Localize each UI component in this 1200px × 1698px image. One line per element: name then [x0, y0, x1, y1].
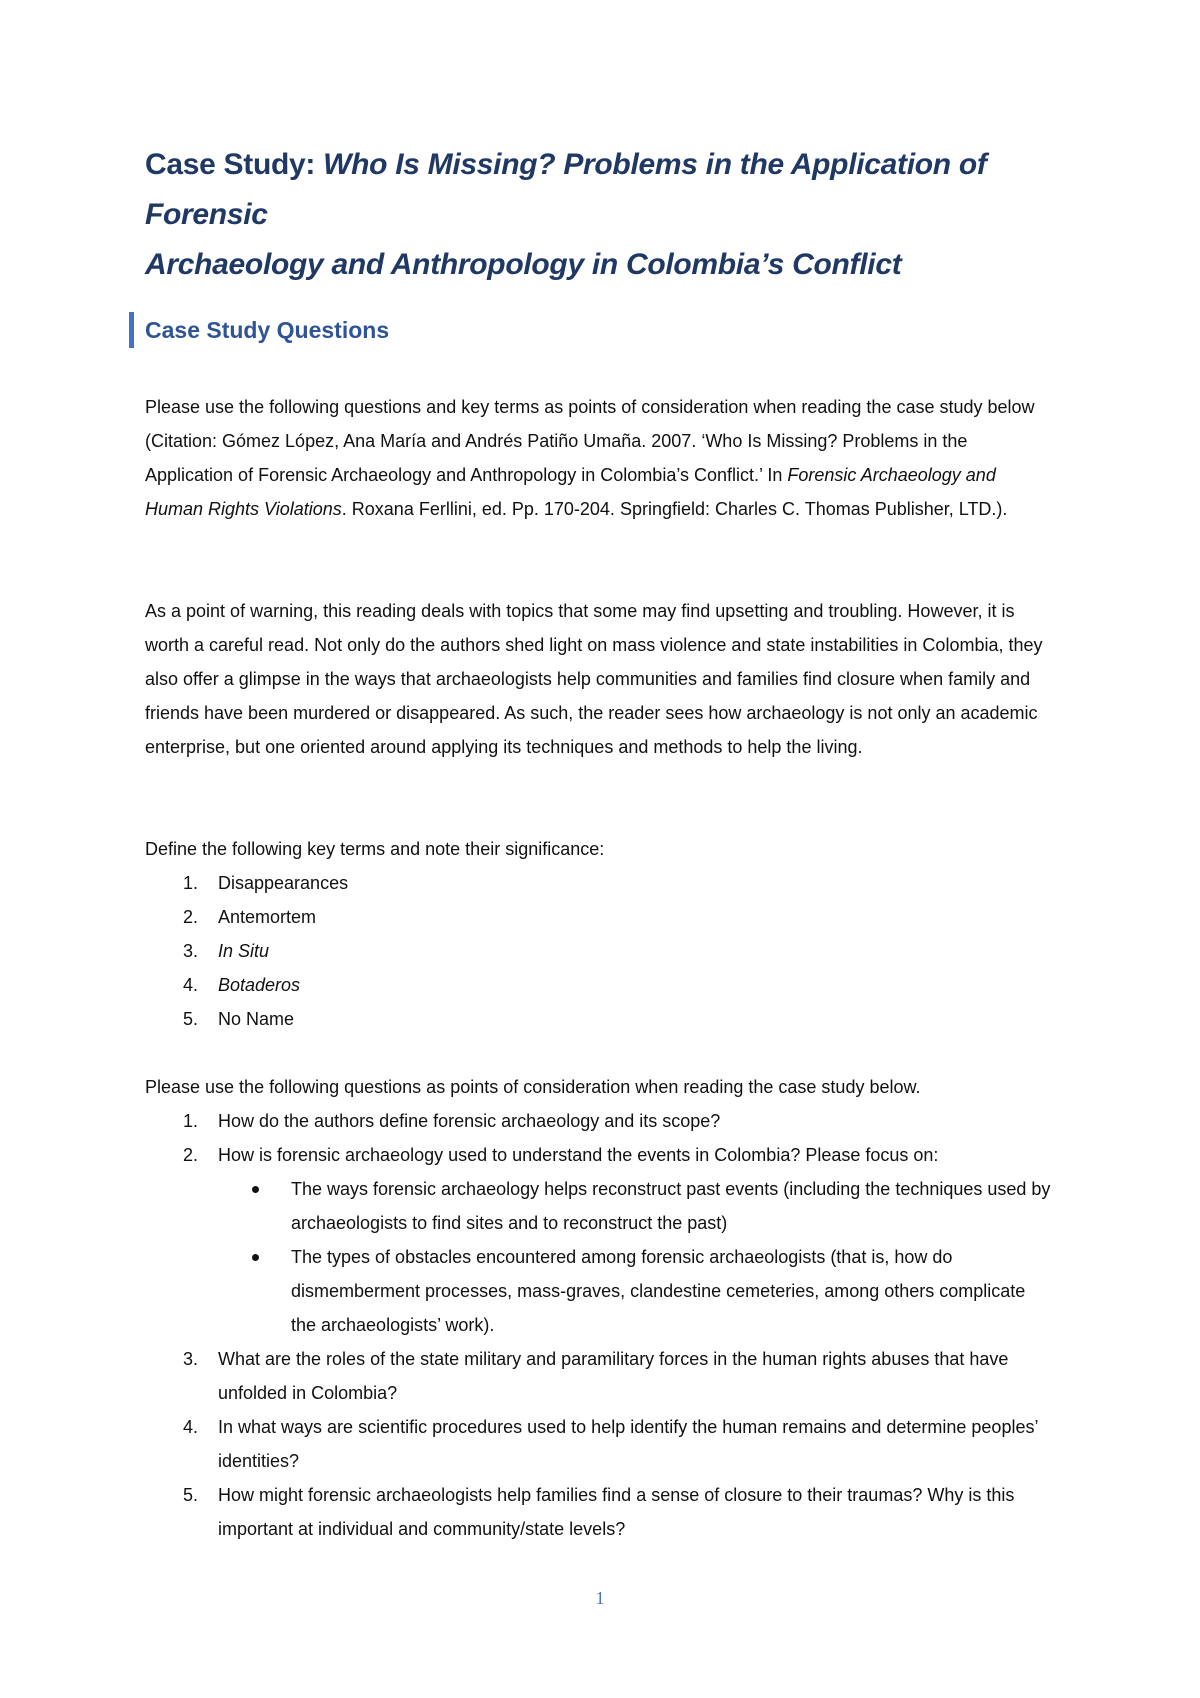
intro-text-2: . Roxana Ferllini, ed. Pp. 170-204. Springfield: Charles C. Thomas Publisher, LTD.).	[341, 499, 1008, 519]
questions-intro: Please use the following questions as points of consideration when reading the case study below.	[145, 1077, 921, 1097]
intro-book-title: Forensic Archaeology and Human Rights Violations	[145, 465, 996, 519]
list-item: 1. Disappearances	[183, 873, 349, 893]
title-line-2: Archaeology and Anthropology in Colombia’s Conflict	[145, 248, 902, 281]
list-item: 4. In what ways are scientific procedures used to help identify the human remains and determine peoples’ identities?	[183, 1417, 1038, 1471]
questions-list	[145, 1104, 1055, 1546]
bullet-icon	[252, 1186, 259, 1193]
sublist-item: The types of obstacles encountered among forensic archaeologists (that is, how do dismemberment processes, mass-graves, clandestine cemeteries, among others complicate the archaeologists’ work).	[218, 1240, 1055, 1342]
list-item: 1. How do the authors define forensic archaeology and its scope?	[183, 1111, 721, 1131]
list-item: 3. In Situ	[183, 941, 270, 961]
intro-paragraph	[145, 390, 1055, 526]
bullet-icon	[252, 1254, 259, 1261]
document-title	[145, 140, 1085, 290]
warning-paragraph: As a point of warning, this reading deals with topics that some may find upsetting and troubling. However, it is worth a careful read. Not only do the authors shed light on mass violence and state instabilities in Colombia, they also offer a glimpse in the ways that archaeologists help communities and families find closure when family and friends have been murdered or disappeared. As such, the reader sees how archaeology is not only an academic enterprise, but one oriented around applying its techniques and methods to help the living.	[145, 601, 1043, 757]
section-heading: Case Study Questions	[129, 312, 389, 348]
intro-text-1: Please use the following questions and key terms as points of consideration when reading the case study below (Citation: Gómez López, Ana María and Andrés Patiño Umaña. 2007. ‘Who Is Missing? Problems in the Application of Forensic Archaeology and Anthropology in Colombia’s Conflict.’ In	[145, 397, 1035, 485]
question-2-sublist	[218, 1172, 1055, 1342]
sublist-item: The ways forensic archaeology helps reconstruct past events (including the techniques used by archaeologists to find sites and to reconstruct the past)	[218, 1172, 1055, 1240]
title-line-1: Who Is Missing? Problems in the Application of Forensic	[145, 148, 987, 231]
list-item: 5. No Name	[183, 1009, 295, 1029]
list-item: 2. Antemortem	[183, 907, 317, 927]
list-item: 3. What are the roles of the state military and paramilitary forces in the human rights abuses that have unfolded in Colombia?	[183, 1349, 1009, 1403]
list-item: 2. How is forensic archaeology used to understand the events in Colombia? Please focus on: The ways forensic archaeology helps reconstruct past events (including the techniques used by archaeologists to find sites and to reconstruct the past) The types of obstacles encountered among forensic archaeologists (that is, how do dismemberment processes, mass-graves, clandestine cemeteries, among others complicate the archaeologists’ work).	[145, 1138, 1055, 1342]
title-prefix: Case Study:	[145, 148, 324, 181]
key-terms-list	[145, 866, 1055, 1036]
list-item: 4. Botaderos	[183, 975, 301, 995]
page-number: 1	[595, 1588, 605, 1608]
list-item: 5. How might forensic archaeologists help families find a sense of closure to their traumas? Why is this important at individual and community/state levels?	[183, 1485, 1015, 1539]
terms-intro: Define the following key terms and note their significance:	[145, 839, 605, 859]
